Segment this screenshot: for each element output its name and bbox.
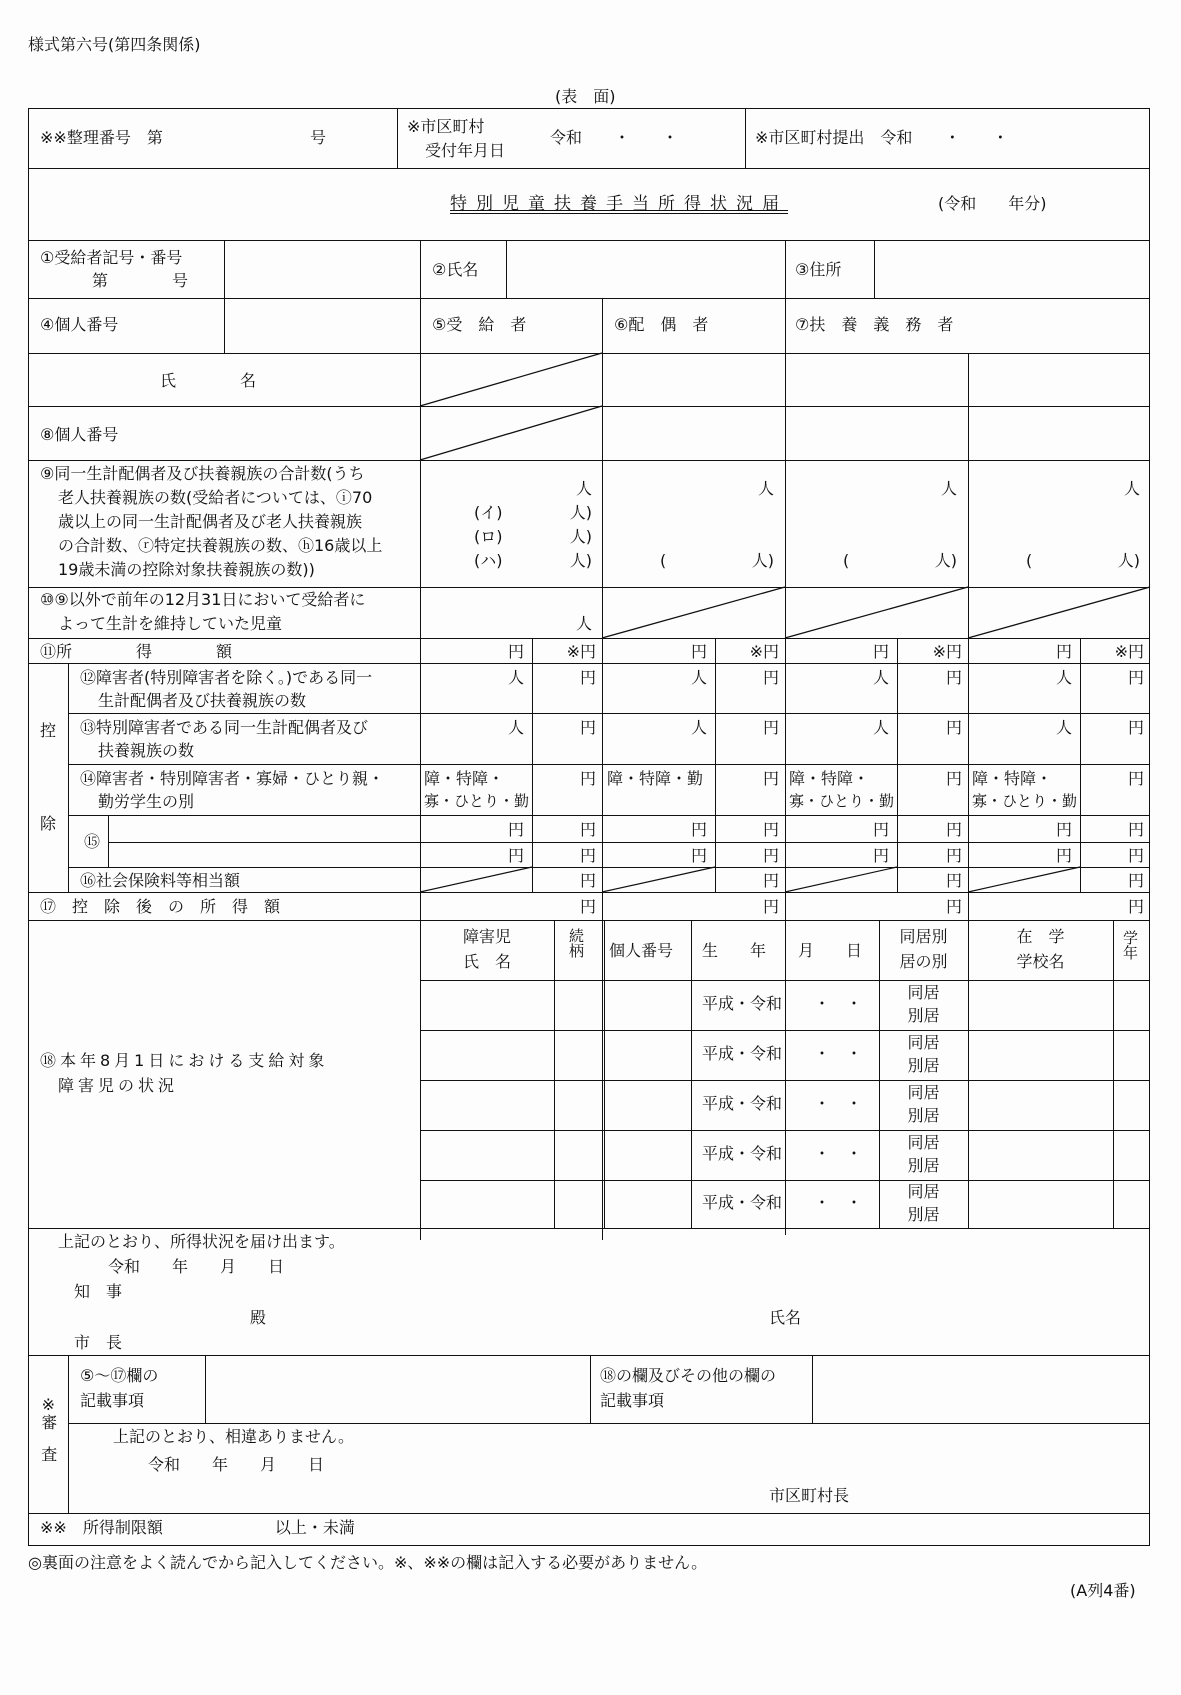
supporter-column-header: ⑦扶 養 義 務 者 [795, 315, 954, 334]
unit-person: 人 [1123, 479, 1140, 498]
review-date-field[interactable]: 令和 年 月 日 [148, 1455, 325, 1474]
cohabit-option[interactable]: 同居 [907, 983, 940, 1002]
review-side-label: ※審 査 [38, 1395, 58, 1462]
uketsuke-date-field[interactable]: 令和 ・ ・ [550, 128, 679, 147]
unit-person: 人 [690, 718, 707, 737]
divider [68, 815, 1150, 816]
form-title: 特別児童扶養手当所得状況届 [450, 194, 788, 214]
unit-yen-mark: ※円 [749, 642, 779, 661]
recipient-no-sub: 第 号 [92, 271, 189, 290]
divider [812, 1355, 813, 1423]
divider [28, 663, 1150, 664]
unit-yen: 円 [762, 871, 779, 890]
review-5-17-line1: ⑤～⑰欄の [80, 1366, 159, 1385]
unit-yen: 円 [762, 718, 779, 737]
mark-ha: (ハ) [474, 551, 503, 570]
person-name-label: 氏 名 [160, 371, 257, 390]
divider [205, 1355, 206, 1423]
unit-yen: 円 [945, 871, 962, 890]
children-10-line1: ⑩⑨以外で前年の12月31日において受給者に [40, 590, 366, 609]
review-18-line2: 記載事項 [600, 1391, 665, 1410]
unit-yen: 円 [507, 846, 524, 865]
divider [590, 1355, 591, 1423]
signature-label: 氏名 [769, 1308, 802, 1327]
address-field[interactable] [876, 242, 1148, 296]
divider [397, 108, 398, 168]
unit-person: 人 [507, 718, 524, 737]
unit-yen: 円 [945, 668, 962, 687]
divider [420, 1030, 1150, 1031]
unit-yen: 円 [507, 642, 524, 661]
unit-yen: 円 [1127, 897, 1144, 916]
divider [28, 638, 1150, 639]
divider [420, 980, 1150, 981]
signature-field[interactable] [810, 1300, 1140, 1330]
supporter1-number-field[interactable] [787, 408, 966, 458]
declaration-date-field[interactable]: 令和 年 月 日 [108, 1257, 285, 1276]
unit-yen: 円 [1055, 846, 1072, 865]
category-options[interactable]: 障・特障・ [424, 769, 505, 788]
unit-person-paren: 人) [569, 503, 592, 522]
divider [28, 1513, 1150, 1514]
divider [28, 460, 1150, 461]
unit-yen-mark: ※円 [1114, 642, 1144, 661]
address-label: ③住所 [795, 260, 842, 279]
slash-cell [968, 867, 1080, 892]
dependents-9-line5: 19歳未満の控除対象扶養親族の数)) [58, 560, 315, 579]
divider [745, 108, 746, 168]
slash-cell [602, 867, 715, 892]
seiri-bango-label: ※※整理番号 第 [40, 128, 163, 147]
children-18-label-line2: 障害児の状況 [58, 1076, 179, 1095]
divider [28, 920, 1150, 921]
divider [68, 663, 69, 892]
header-grade: 学年 [1121, 930, 1139, 960]
unit-person: 人 [575, 479, 592, 498]
divider [108, 815, 109, 867]
my-number-8-label: ⑧個人番号 [40, 425, 119, 444]
other-15-label: ⑮ [84, 832, 101, 851]
frame-bottom [28, 1545, 1150, 1546]
category-options[interactable]: 寡・ひとり・勤 [424, 792, 530, 810]
unit-yen: 円 [1127, 871, 1144, 890]
separate-option[interactable]: 別居 [907, 1205, 940, 1224]
divider [28, 1228, 1150, 1229]
cohabit-option[interactable]: 同居 [907, 1083, 940, 1102]
unit-yen: 円 [579, 718, 596, 737]
divider [68, 1423, 1150, 1424]
separate-option[interactable]: 別居 [907, 1106, 940, 1125]
divider [506, 240, 507, 298]
divider [68, 1355, 69, 1513]
divider [420, 1080, 1150, 1081]
cohabit-option[interactable]: 同居 [907, 1033, 940, 1052]
unit-yen: 円 [690, 642, 707, 661]
unit-yen: 円 [579, 871, 596, 890]
unit-person: 人 [1055, 668, 1072, 687]
governor-label: 知 事 [74, 1282, 123, 1301]
slash-cell [968, 587, 1150, 638]
unit-yen: 円 [690, 846, 707, 865]
separate-option[interactable]: 別居 [907, 1006, 940, 1025]
review-mayor-label: 市区町村長 [769, 1486, 850, 1505]
unit-yen: 円 [690, 820, 707, 839]
birth-date-field[interactable]: 平成・令和 ・ ・ [702, 1044, 863, 1063]
slash-cell [785, 867, 897, 892]
my-number-label: ④個人番号 [40, 315, 119, 334]
unit-person: 人 [575, 614, 592, 633]
unit-yen: 円 [1127, 820, 1144, 839]
title-year-field[interactable]: (令和 年分) [938, 194, 1047, 213]
category-14-line2: 勤労学生の別 [98, 792, 195, 811]
review-18-line1: ⑱の欄及びその他の欄の [600, 1366, 777, 1385]
divider [28, 168, 1150, 169]
uketsuke-label-1: ※市区町村 [407, 117, 485, 136]
name-label: ②氏名 [432, 260, 479, 279]
net-income-17-label: ⑰ 控 除 後 の 所 得 額 [40, 897, 281, 916]
category-options[interactable]: 寡・ひとり・勤 [789, 792, 895, 810]
my-number-field[interactable] [226, 300, 418, 351]
divider [420, 1130, 1150, 1131]
divider [68, 713, 1150, 714]
unit-person: 人 [940, 479, 957, 498]
frame-left [28, 108, 29, 1546]
dependents-9-line3: 歳以上の同一生計配偶者及び老人扶養親族 [58, 512, 363, 531]
mark-i: (イ) [474, 503, 503, 522]
social-insurance-16-label: ⑯社会保険料等相当額 [80, 871, 241, 890]
unit-person-paren: 人) [569, 527, 592, 546]
deduction-label-2: 除 [40, 814, 57, 833]
unit-yen: 円 [945, 820, 962, 839]
unit-yen-mark: ※円 [566, 642, 596, 661]
unit-yen: 円 [945, 897, 962, 916]
unit-yen: 円 [579, 820, 596, 839]
slash-cell [420, 353, 602, 406]
special-disabled-13-line2: 扶養親族の数 [98, 741, 195, 760]
recipient-no-field[interactable] [226, 242, 418, 296]
divider [28, 1355, 1150, 1356]
category-options[interactable]: 障・特障・勤 [607, 769, 704, 788]
divider [602, 298, 603, 1240]
divider [28, 892, 1150, 893]
dono-label: 殿 [250, 1308, 267, 1327]
unit-person: 人 [690, 668, 707, 687]
review-confirm-text: 上記のとおり、相違ありません。 [113, 1427, 354, 1446]
header-cohabit: 居の別 [899, 952, 948, 971]
unit-yen: 円 [1127, 769, 1144, 788]
divider [28, 240, 1150, 241]
separate-option[interactable]: 別居 [907, 1056, 940, 1075]
unit-yen: 円 [1127, 718, 1144, 737]
disabled-12-line1: ⑫障害者(特別障害者を除く。)である同一 [80, 668, 373, 687]
supporter2-name-field[interactable] [970, 355, 1148, 404]
cohabit-option[interactable]: 同居 [907, 1133, 940, 1152]
spouse-name-field[interactable] [604, 355, 783, 404]
supporter1-name-field[interactable] [787, 355, 966, 404]
separate-option[interactable]: 別居 [907, 1156, 940, 1175]
divider [785, 240, 786, 298]
review-5-17-line2: 記載事項 [80, 1391, 145, 1410]
unit-yen: 円 [872, 846, 889, 865]
unit-person-paren: 人) [569, 551, 592, 570]
unit-yen: 円 [1127, 846, 1144, 865]
mayor-label: 市 長 [74, 1333, 123, 1352]
disabled-12-line2: 生計配偶者及び扶養親族の数 [98, 691, 307, 710]
unit-person: 人 [507, 668, 524, 687]
other-15-item1-field[interactable] [110, 817, 418, 840]
recipient-no-label: ①受給者記号・番号 [40, 248, 183, 267]
category-options[interactable]: 障・特障・ [972, 769, 1053, 788]
header-relation: 続柄 [567, 928, 585, 958]
teishutsu-date-field[interactable]: ※市区町村提出 令和 ・ ・ [755, 128, 1009, 147]
slash-cell [602, 587, 785, 638]
header-school: 学校名 [1016, 952, 1065, 971]
spouse-number-field[interactable] [604, 408, 783, 458]
unit-person-paren: 人) [934, 551, 957, 570]
unit-yen: 円 [1055, 642, 1072, 661]
slash-cell [785, 587, 968, 638]
footnote: ◎裏面の注意をよく読んでから記入してください。※、※※の欄は記入する必要がありません。 [28, 1553, 708, 1572]
category-options[interactable]: 寡・ひとり・勤 [972, 792, 1078, 810]
unit-yen: 円 [762, 820, 779, 839]
unit-person: 人 [872, 668, 889, 687]
unit-yen: 円 [579, 846, 596, 865]
supporter2-number-field[interactable] [970, 408, 1148, 458]
unit-person-paren: 人) [1117, 551, 1140, 570]
frame-right [1149, 108, 1150, 1546]
unit-yen-mark: ※円 [932, 642, 962, 661]
unit-yen: 円 [507, 820, 524, 839]
unit-yen: 円 [579, 769, 596, 788]
unit-person: 人 [872, 718, 889, 737]
unit-yen: 円 [872, 820, 889, 839]
side-label: (表 面) [555, 87, 616, 106]
header-school: 在 学 [1016, 927, 1065, 946]
children-18-label-line1: ⑱本年8月1日における支給対象 [40, 1051, 329, 1070]
unit-yen: 円 [945, 769, 962, 788]
children-10-line2: よって生計を維持していた児童 [58, 614, 283, 633]
frame-top [28, 108, 1150, 109]
income-limit-field[interactable]: ※※ 所得制限額 以上・未満 [40, 1518, 355, 1537]
unit-yen: 円 [945, 846, 962, 865]
special-disabled-13-line1: ⑬特別障害者である同一生計配偶者及び [80, 718, 369, 737]
dependents-9-line1: ⑨同一生計配偶者及び扶養親族の合計数(うち [40, 464, 365, 483]
birth-date-field[interactable]: 平成・令和 ・ ・ [702, 1144, 863, 1163]
birth-date-field[interactable]: 平成・令和 ・ ・ [702, 994, 863, 1013]
divider [420, 1180, 1150, 1181]
mark-ro: (ロ) [474, 527, 503, 546]
unit-yen: 円 [872, 642, 889, 661]
spouse-column-header: ⑥配 偶 者 [614, 315, 709, 334]
slash-cell [420, 867, 532, 892]
other-15-item2-field[interactable] [110, 844, 418, 865]
divider [1113, 920, 1114, 1228]
seiri-go: 号 [310, 128, 327, 147]
uketsuke-label-2: 受付年月日 [425, 141, 506, 160]
header-child-name: 障害児 [462, 927, 511, 946]
divider [108, 842, 1150, 843]
category-options[interactable]: 障・特障・ [789, 769, 870, 788]
review-5-17-field[interactable] [207, 1357, 588, 1421]
header-cohabit: 同居別 [899, 927, 948, 946]
unit-person: 人 [1055, 718, 1072, 737]
dependents-9-line4: の合計数、ⓡ特定扶養親族の数、ⓗ16歳以上 [58, 536, 383, 555]
header-child-name: 氏 名 [462, 952, 511, 971]
paren-open: ( [1026, 551, 1033, 570]
unit-yen: 円 [762, 846, 779, 865]
divider [28, 298, 1150, 299]
paper-size-label: (A列4番) [1070, 1581, 1136, 1600]
divider [554, 920, 555, 1228]
divider [604, 920, 605, 1228]
category-14-line1: ⑭障害者・特別障害者・寡婦・ひとり親・ [80, 769, 385, 788]
review-18-field[interactable] [814, 1357, 1148, 1421]
header-my-number: 個人番号 [609, 941, 674, 960]
divider [874, 240, 875, 298]
unit-person-paren: 人) [751, 551, 774, 570]
income-11-label: ⑪所 得 額 [40, 642, 233, 661]
cohabit-option[interactable]: 同居 [907, 1182, 940, 1201]
unit-yen: 円 [762, 897, 779, 916]
unit-yen: 円 [579, 897, 596, 916]
deduction-label-1: 控 [40, 721, 57, 740]
unit-yen: 円 [762, 668, 779, 687]
divider [224, 240, 225, 353]
unit-yen: 円 [945, 718, 962, 737]
declaration-text: 上記のとおり、所得状況を届け出ます。 [58, 1232, 345, 1251]
dependents-9-line2: 老人扶養親族の数(受給者については、ⓘ70 [58, 488, 373, 507]
divider [68, 764, 1150, 765]
slash-cell [420, 406, 602, 460]
form-number-label: 様式第六号(第四条関係) [28, 35, 201, 54]
divider [691, 920, 692, 1228]
unit-yen: 円 [1127, 668, 1144, 687]
unit-yen: 円 [762, 769, 779, 788]
unit-yen: 円 [579, 668, 596, 687]
paren-open: ( [843, 551, 850, 570]
name-field[interactable] [508, 242, 783, 296]
unit-yen: 円 [1055, 820, 1072, 839]
paren-open: ( [660, 551, 667, 570]
birth-date-field[interactable]: 平成・令和 ・ ・ [702, 1193, 863, 1212]
birth-date-field[interactable]: 平成・令和 ・ ・ [702, 1094, 863, 1113]
recipient-column-header: ⑤受 給 者 [432, 315, 527, 334]
header-birth: 生 年 月 日 [702, 941, 863, 960]
unit-person: 人 [757, 479, 774, 498]
